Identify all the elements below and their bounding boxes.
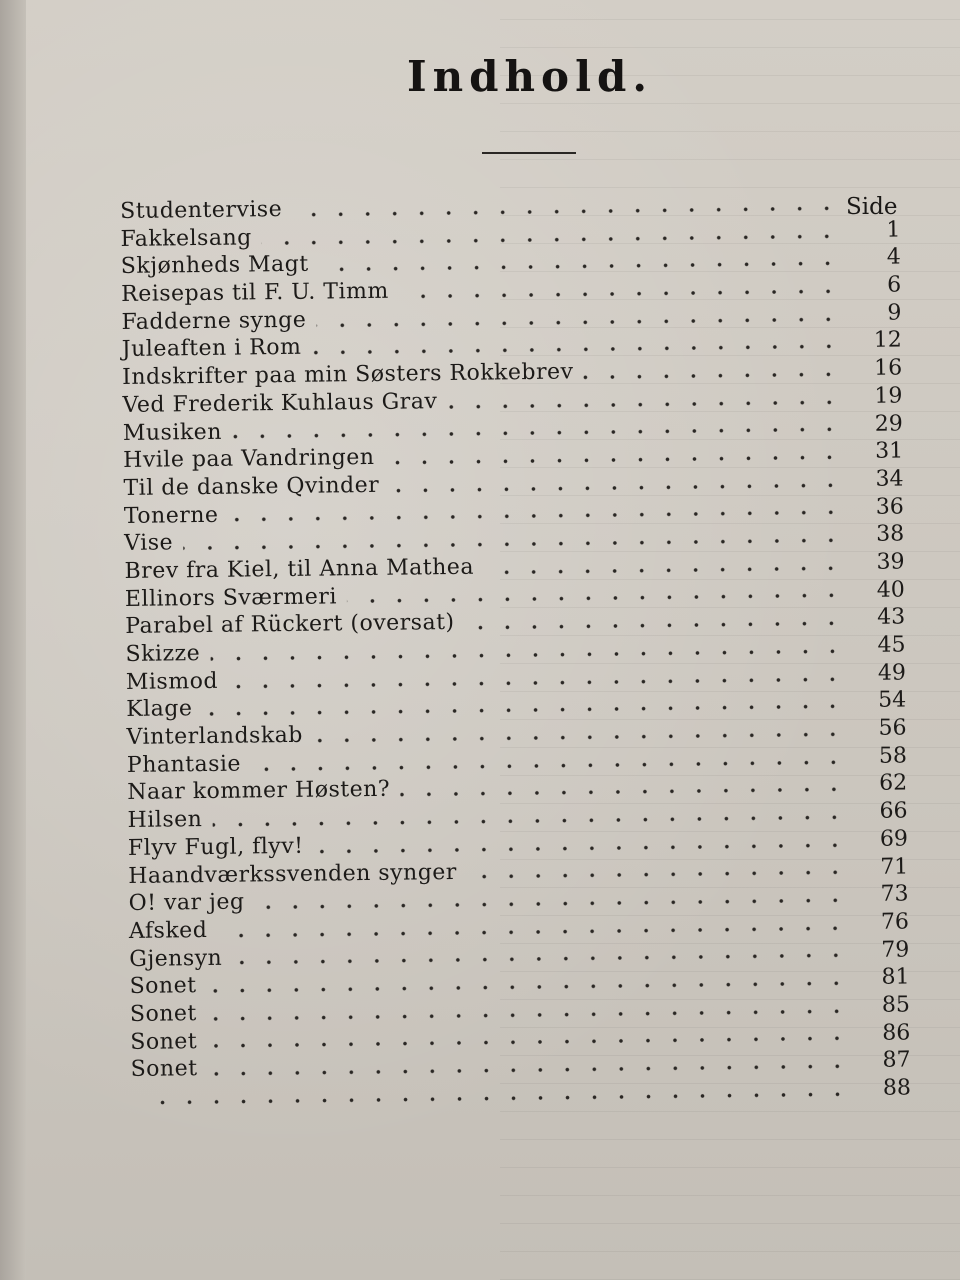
toc-entry-page: 38 bbox=[876, 521, 905, 548]
toc-entry-title: Gjensyn bbox=[129, 945, 223, 972]
toc-entry-page bbox=[850, 208, 900, 209]
toc-entry-page: 4 bbox=[886, 244, 901, 271]
dot-leader bbox=[141, 1092, 851, 1105]
dot-leader bbox=[389, 483, 843, 493]
toc-entry-title: Sonet bbox=[130, 1056, 198, 1083]
toc-entry-title: Vise bbox=[124, 530, 174, 557]
toc-entry-title: Afsked bbox=[128, 917, 208, 944]
toc-entry-page: 71 bbox=[880, 853, 909, 880]
dot-leader bbox=[313, 732, 847, 743]
toc-entry-title: Sonet bbox=[129, 1001, 197, 1027]
toc-entry-title: Juleaften i Rom bbox=[121, 335, 302, 363]
dot-leader bbox=[384, 455, 843, 465]
dot-leader bbox=[183, 538, 844, 550]
dot-leader bbox=[347, 594, 845, 604]
dot-leader bbox=[262, 234, 841, 245]
toc-entry-title: Ellinors Sværmeri bbox=[124, 584, 338, 612]
toc-entry-title: Phantasie bbox=[126, 751, 242, 778]
dot-leader bbox=[465, 621, 846, 630]
dot-leader bbox=[319, 261, 841, 271]
table-of-contents bbox=[120, 188, 911, 1111]
toc-entry-page: 12 bbox=[873, 327, 902, 354]
toc-entry-page: 88 bbox=[882, 1075, 912, 1101]
toc-entry-page: 66 bbox=[879, 798, 908, 824]
toc-entry-title: Reisepas til F. U. Timm bbox=[121, 278, 389, 308]
toc-entry-title: O! var jeg bbox=[128, 889, 245, 917]
page-title: Indhold. bbox=[406, 52, 654, 101]
toc-entry-title: Parabel af Rückert (oversat) bbox=[125, 610, 455, 640]
toc-entry-page: 6 bbox=[886, 272, 902, 298]
toc-entry-page: 69 bbox=[879, 826, 909, 852]
toc-entry-title: Til de danske Qvinder bbox=[123, 472, 380, 501]
toc-entry-page: 73 bbox=[880, 881, 909, 907]
toc-entry-page: 76 bbox=[880, 909, 910, 935]
toc-entry-page: 49 bbox=[877, 660, 907, 686]
dot-leader bbox=[212, 815, 847, 827]
toc-entry-title: Fakkelsang bbox=[120, 225, 252, 252]
toc-entry-title: Vinterlandskab bbox=[126, 722, 304, 751]
dot-leader bbox=[232, 954, 849, 966]
dot-leader bbox=[314, 843, 848, 854]
toc-entry-page: 45 bbox=[877, 632, 906, 658]
toc-entry-title: Naar kommer Høsten? bbox=[127, 777, 391, 806]
toc-entry-page: 85 bbox=[881, 992, 911, 1018]
toc-entry-title: Ved Frederik Kuhlaus Grav bbox=[122, 388, 438, 418]
toc-entry-page: 81 bbox=[881, 964, 910, 991]
toc-entry-page: 40 bbox=[876, 577, 905, 603]
dot-leader bbox=[210, 649, 845, 661]
toc-entry-title: Sonet bbox=[129, 973, 197, 1000]
title-rule bbox=[482, 152, 576, 154]
toc-entry-page: 16 bbox=[873, 355, 903, 381]
dot-leader bbox=[207, 1037, 850, 1049]
toc-entry-title: Haandværkssvenden synger bbox=[128, 859, 458, 889]
toc-entry-title: Flyv Fugl, flyv! bbox=[127, 833, 304, 861]
toc-entry-title: Musiken bbox=[122, 419, 223, 446]
toc-entry-page: 86 bbox=[882, 1020, 911, 1046]
dot-leader bbox=[228, 677, 846, 689]
dot-leader bbox=[232, 428, 843, 439]
toc-entry-title: Klage bbox=[126, 696, 193, 723]
dot-leader bbox=[292, 206, 840, 217]
toc-entry-page: 31 bbox=[875, 438, 904, 464]
dot-leader bbox=[207, 981, 850, 993]
toc-entry-page: 43 bbox=[877, 604, 906, 631]
toc-entry-title: Sonet bbox=[130, 1028, 198, 1055]
toc-entry-title: Skizze bbox=[125, 641, 201, 667]
toc-entry-title: Mismod bbox=[125, 668, 219, 695]
toc-entry-page: 62 bbox=[879, 770, 908, 797]
dot-leader bbox=[208, 1064, 851, 1076]
dot-leader bbox=[229, 511, 844, 523]
dot-leader bbox=[467, 870, 848, 879]
toc-entry-title: Indskrifter paa min Søsters Rokkebrev bbox=[122, 359, 574, 391]
dot-leader bbox=[251, 760, 847, 771]
dot-leader bbox=[447, 400, 842, 409]
toc-entry-page: 39 bbox=[876, 549, 905, 575]
page-edge bbox=[0, 0, 26, 1280]
toc-entry-title: Fadderne synge bbox=[121, 307, 307, 335]
dot-leader bbox=[207, 1009, 850, 1021]
toc-entry-title: Hilsen bbox=[127, 807, 203, 834]
toc-entry-page: 87 bbox=[882, 1047, 911, 1074]
toc-entry-page: 9 bbox=[887, 300, 902, 326]
dot-leader bbox=[584, 372, 843, 379]
toc-entry-title: Hvile paa Vandringen bbox=[123, 445, 375, 474]
dot-leader bbox=[311, 344, 841, 354]
dot-leader bbox=[202, 704, 846, 716]
dot-leader bbox=[255, 898, 849, 909]
toc-entry-page: 54 bbox=[878, 687, 907, 714]
toc-entry-page: 19 bbox=[874, 383, 903, 409]
dot-leader bbox=[400, 787, 847, 796]
toc-entry-title: Skjønheds Magt bbox=[120, 252, 309, 280]
dot-leader bbox=[316, 317, 841, 327]
toc-entry-page: 1 bbox=[886, 217, 901, 243]
dot-leader bbox=[399, 289, 841, 298]
toc-entry-page: 36 bbox=[875, 494, 904, 520]
dot-leader bbox=[217, 926, 849, 938]
toc-entry-page: 56 bbox=[878, 715, 907, 741]
side-label: Side bbox=[846, 194, 898, 220]
toc-entry-page: 34 bbox=[875, 466, 904, 492]
toc-entry-page: 29 bbox=[874, 410, 903, 437]
toc-entry-page: 58 bbox=[878, 743, 908, 769]
toc-entry-page: 79 bbox=[881, 936, 910, 963]
toc-entry-title: Tonerne bbox=[123, 502, 219, 529]
toc-entry-title: Studentervise bbox=[120, 197, 283, 224]
dot-leader bbox=[484, 566, 845, 574]
toc-entry-title: Brev fra Kiel, til Anna Mathea bbox=[124, 554, 475, 584]
